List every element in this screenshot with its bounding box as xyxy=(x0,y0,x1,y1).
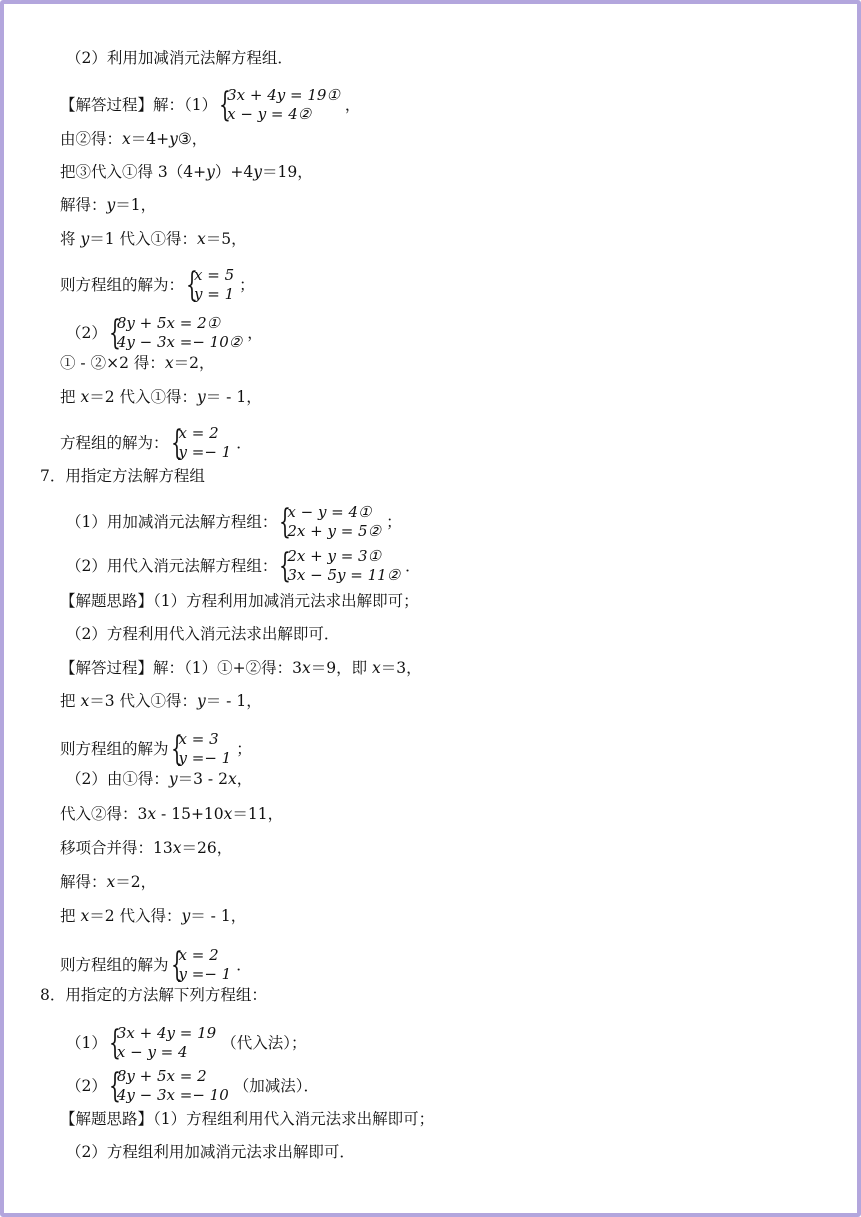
trailing-text: ； xyxy=(386,513,402,531)
text-line-l29 xyxy=(60,1108,434,1130)
text-segment: ＝19， xyxy=(262,163,313,181)
text-line-l27 xyxy=(66,1024,306,1062)
text-segment: 7．用指定方法解方程组 xyxy=(40,467,205,485)
text-segment: 则方程组的解为 xyxy=(60,956,169,974)
trailing-text: ， xyxy=(344,96,361,114)
trailing-text: （代入法）； xyxy=(221,1034,307,1052)
text-segment: （2）利用加减消元法解方程组． xyxy=(66,49,293,67)
equation-system xyxy=(171,946,232,984)
text-segment: ＝ - 1， xyxy=(190,907,247,925)
text-line-l6 xyxy=(60,228,247,250)
trailing-text: （加减法）． xyxy=(233,1077,320,1095)
equation-stack xyxy=(117,1024,216,1062)
math-variable: x xyxy=(301,659,311,677)
equation-stack xyxy=(179,424,232,462)
equation: y = 1 xyxy=(194,285,235,303)
text-segment: 【解题思路】（1）方程组利用代入消元法求出解即可； xyxy=(60,1110,435,1128)
text-segment: ＝1 代入①得： xyxy=(89,230,197,248)
equation: x = 3 xyxy=(178,730,219,748)
trailing-text: ， xyxy=(247,324,263,342)
equation: 4y − 3x =− 10② xyxy=(116,333,243,351)
text-segment: （2）方程利用代入消元法求出解即可． xyxy=(66,625,340,643)
equation-system xyxy=(109,1067,229,1105)
equation: 8y + 5x = 2① xyxy=(116,314,221,332)
text-segment: ＝1， xyxy=(115,196,157,214)
text-line-l5 xyxy=(60,194,156,216)
text-segment: 8．用指定的方法解下列方程组： xyxy=(40,986,267,1004)
equation: x − y = 4① xyxy=(287,503,372,521)
math-variable: x xyxy=(147,805,157,823)
equation-system xyxy=(279,503,381,541)
text-segment: （2）由①得： xyxy=(66,770,169,788)
equation: x = 2 xyxy=(178,946,219,964)
text-segment: 把 xyxy=(60,692,81,710)
left-brace-icon: { xyxy=(219,85,232,125)
math-variable: y xyxy=(169,130,178,148)
text-segment: 方程组的解为： xyxy=(60,434,169,452)
text-line-l2 xyxy=(60,86,360,124)
equation: 4y − 3x =− 10 xyxy=(116,1086,229,1104)
equation-system xyxy=(279,547,400,585)
text-segment: 移项合并得：13 xyxy=(60,839,173,857)
text-segment: ＝ - 1， xyxy=(205,692,262,710)
text-segment: ＝3， xyxy=(380,659,422,677)
text-segment: ， xyxy=(236,770,253,788)
trailing-text: ． xyxy=(405,557,421,575)
equation-system xyxy=(109,1024,216,1062)
text-line-l11 xyxy=(60,424,252,462)
text-line-l30 xyxy=(66,1141,355,1163)
math-variable: y xyxy=(168,770,178,788)
text-line-l20 xyxy=(66,768,252,790)
text-line-l28 xyxy=(66,1067,319,1105)
math-variable: x xyxy=(372,659,381,677)
text-segment: （2）用代入消元法解方程组： xyxy=(66,557,278,575)
text-line-l9 xyxy=(60,352,215,374)
equation-system xyxy=(171,424,232,462)
text-line-l21 xyxy=(60,803,283,825)
left-brace-icon: { xyxy=(108,1066,121,1106)
text-segment: （1）用加减消元法解方程组： xyxy=(66,513,278,531)
text-segment: 则方程组的解为： xyxy=(60,276,185,294)
math-variable: y xyxy=(80,230,90,248)
left-brace-icon: { xyxy=(170,423,183,463)
equation: 3x + 4y = 19 xyxy=(116,1024,217,1042)
text-segment: 解得： xyxy=(60,873,107,891)
text-segment: ＝ - 1， xyxy=(205,388,262,406)
math-variable: x xyxy=(80,692,90,710)
text-line-l26 xyxy=(40,984,267,1006)
math-variable: y xyxy=(206,163,215,181)
text-line-l16 xyxy=(66,623,339,645)
math-variable: x xyxy=(227,770,237,788)
text-line-l22 xyxy=(60,837,232,859)
equation-stack xyxy=(287,547,400,585)
text-segment: 把 xyxy=(60,907,81,925)
equation-system xyxy=(109,314,242,352)
math-variable: x xyxy=(80,388,90,406)
equation: y =− 1 xyxy=(178,965,232,983)
text-segment: ＝26， xyxy=(181,839,233,857)
text-segment: 把③代入①得 3（4+ xyxy=(60,163,207,181)
left-brace-icon: { xyxy=(108,1023,121,1063)
text-segment: ＝4+ xyxy=(130,130,170,148)
text-segment: ＝9，即 xyxy=(310,659,373,677)
text-segment: 解得： xyxy=(60,196,107,214)
text-segment: 则方程组的解为 xyxy=(60,740,169,758)
text-segment: 【解答过程】解：（1） xyxy=(60,96,218,114)
left-brace-icon: { xyxy=(170,945,183,985)
equation: x − y = 4 xyxy=(116,1043,188,1061)
text-segment: ＝2 代入得： xyxy=(89,907,182,925)
equation: 8y + 5x = 2 xyxy=(116,1067,207,1085)
text-segment: 【解答过程】解：（1）①+②得：3 xyxy=(60,659,302,677)
left-brace-icon: { xyxy=(279,546,292,586)
text-line-l8 xyxy=(66,314,263,352)
left-brace-icon: { xyxy=(170,729,183,769)
equation: 2x + y = 5② xyxy=(287,522,382,540)
text-line-l12 xyxy=(40,465,205,487)
text-segment: ＝2 代入①得： xyxy=(89,388,197,406)
text-segment: ＝3 - 2 xyxy=(177,770,228,788)
text-line-l4 xyxy=(60,161,313,183)
equation-stack xyxy=(179,946,232,984)
text-line-l18 xyxy=(60,690,262,712)
text-line-l25 xyxy=(60,946,252,984)
text-line-l7 xyxy=(60,266,255,304)
math-variable: x xyxy=(172,839,182,857)
text-segment: 把 xyxy=(60,388,81,406)
text-line-l1 xyxy=(66,47,293,69)
equation: x = 2 xyxy=(178,424,219,442)
equation: y =− 1 xyxy=(178,749,232,767)
text-line-l10 xyxy=(60,386,262,408)
left-brace-icon: { xyxy=(186,265,198,305)
text-line-l14 xyxy=(66,547,421,585)
text-segment: 代入②得：3 xyxy=(60,805,148,823)
equation-stack xyxy=(227,86,340,124)
math-variable: x xyxy=(197,230,206,248)
equation: x = 5 xyxy=(194,266,235,284)
equation-stack xyxy=(287,503,381,541)
equation-stack xyxy=(117,1067,229,1105)
text-segment: ）+4 xyxy=(214,163,254,181)
equation: 3x + 4y = 19① xyxy=(227,86,340,104)
text-line-l24 xyxy=(60,905,246,927)
text-segment: ＝11， xyxy=(232,805,284,823)
math-variable: y xyxy=(253,163,263,181)
equation: y =− 1 xyxy=(178,443,232,461)
equation: 3x − 5y = 11② xyxy=(287,566,401,584)
math-variable: y xyxy=(196,692,206,710)
math-variable: x xyxy=(164,354,174,372)
equation-stack xyxy=(179,730,232,768)
text-segment: （2）方程组利用加减消元法求出解即可． xyxy=(66,1143,355,1161)
equation-stack xyxy=(117,314,242,352)
math-variable: x xyxy=(223,805,233,823)
math-variable: x xyxy=(80,907,90,925)
math-variable: y xyxy=(181,907,191,925)
text-segment: （1） xyxy=(66,1034,107,1052)
text-line-l23 xyxy=(60,871,156,893)
math-variable: x xyxy=(122,130,131,148)
text-segment: （2） xyxy=(66,324,107,342)
equation-system xyxy=(186,266,234,304)
text-segment: 【解题思路】（1）方程利用加减消元法求出解即可； xyxy=(60,592,419,610)
text-segment: ＝2， xyxy=(115,873,157,891)
equation: 2x + y = 3① xyxy=(287,547,382,565)
text-line-l3 xyxy=(60,128,207,150)
text-line-l17 xyxy=(60,657,422,679)
math-variable: x xyxy=(106,873,116,891)
trailing-text: ； xyxy=(239,276,255,294)
equation-system xyxy=(219,86,340,124)
math-variable: y xyxy=(196,388,206,406)
text-segment: ＝3 代入①得： xyxy=(89,692,197,710)
trailing-text: ． xyxy=(236,434,252,452)
text-line-l19 xyxy=(60,730,252,768)
equation-stack xyxy=(194,266,234,304)
left-brace-icon: { xyxy=(279,502,292,542)
text-segment: ③， xyxy=(177,130,208,148)
text-segment: - 15+10 xyxy=(156,805,224,823)
text-segment: （2） xyxy=(66,1077,107,1095)
trailing-text: ． xyxy=(236,956,252,974)
text-segment: ① - ②×2 得： xyxy=(60,354,165,372)
text-segment: ＝2， xyxy=(173,354,215,372)
left-brace-icon: { xyxy=(108,313,121,353)
text-line-l13 xyxy=(66,503,402,541)
text-line-l15 xyxy=(60,590,419,612)
trailing-text: ； xyxy=(236,740,252,758)
text-segment: ＝5， xyxy=(205,230,247,248)
text-segment: 由②得： xyxy=(60,130,123,148)
equation: x − y = 4② xyxy=(227,105,312,123)
equation-system xyxy=(171,730,232,768)
text-segment: 将 xyxy=(60,230,81,248)
math-variable: y xyxy=(106,196,116,214)
